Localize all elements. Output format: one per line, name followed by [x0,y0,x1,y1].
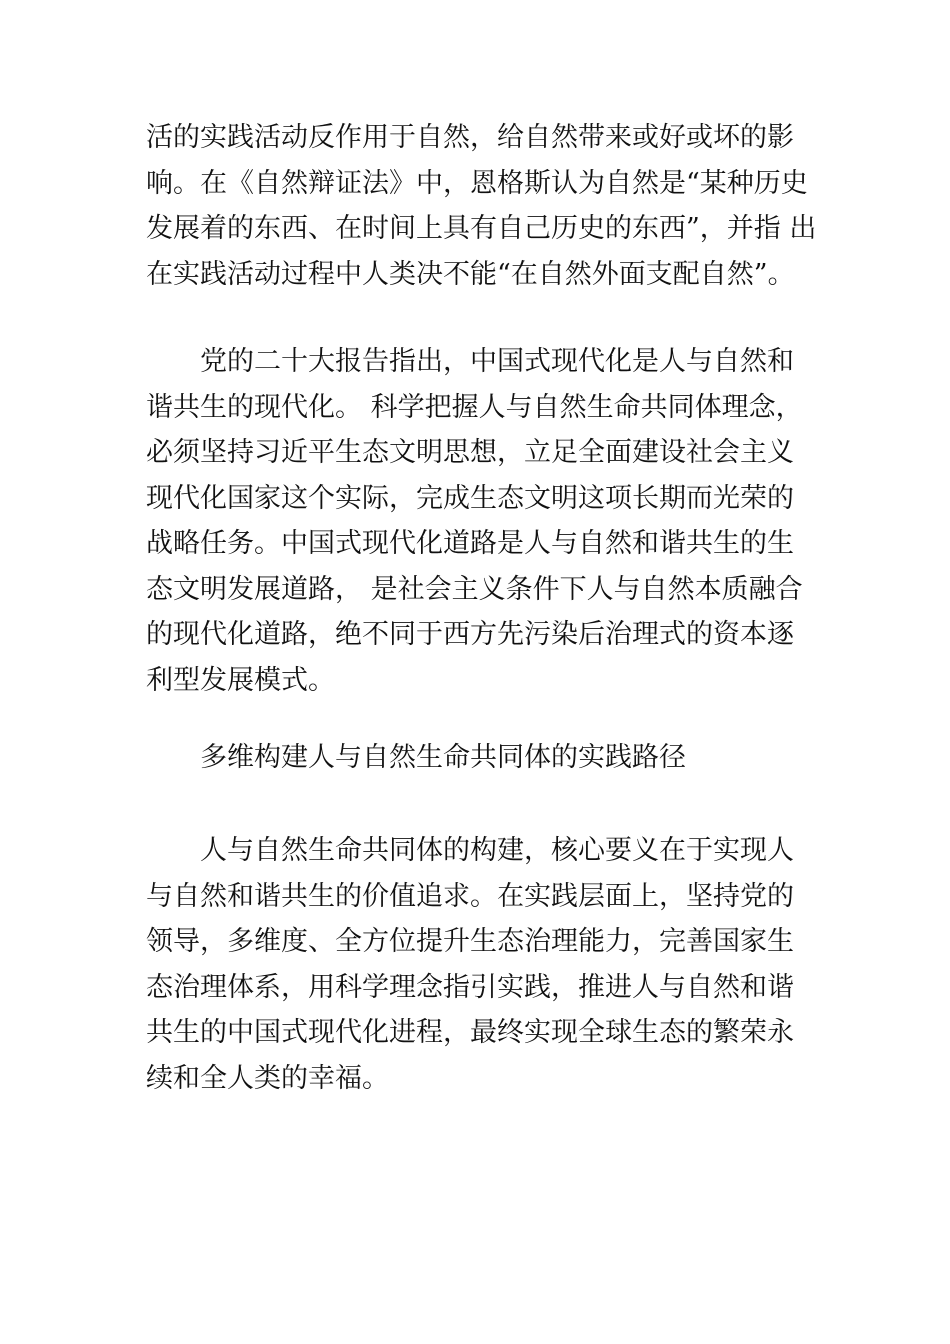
text-line: 谐共生的现代化。 科学把握人与自然生命共同体理念， [146,391,803,423]
heading-text: 多维构建人与自然生命共同体的实践路径 [200,742,686,773]
text-line: 与自然和谐共生的价值追求。在实践层面上，坚持党的 [146,880,794,912]
text-line: 利型发展模式。 [146,664,335,696]
text-line: 活的实践活动反作用于自然，给自然带来或好或坏的影 [146,122,794,153]
text-line: 续和全人类的幸福。 [146,1062,389,1094]
text-line: 人与自然生命共同体的构建，核心要义在于实现人 [200,835,794,866]
text-line: 发展着的东西、在时间上具有自己历史的东西”，并指 出 [146,213,817,244]
text-line: 响。在《自然辩证法》中，恩格斯认为自然是“某种历史 [146,167,808,199]
text-line: 党的二十大报告指出，中国式现代化是人与自然和 [200,346,794,377]
text-line: 态治理体系，用科学理念指引实践，推进人与自然和谐 [146,971,794,1003]
text-line: 必须坚持习近平生态文明思想，立足全面建设社会主义 [146,437,794,468]
paragraph-report [146,339,846,703]
paragraph-practice [146,828,846,1101]
text-line: 态文明发展道路， 是社会主义条件下人与自然本质融合 [146,573,803,605]
text-line: 共生的中国式现代化进程，最终实现全球生态的繁荣永 [146,1017,794,1048]
text-line: 的现代化道路，绝不同于西方先污染后治理式的资本逐 [146,619,794,650]
text-line: 领导，多维度、全方位提升生态治理能力，完善国家生 [146,926,794,957]
text-line: 在实践活动过程中人类决不能“在自然外面支配自然”。 [146,258,795,290]
section-heading [146,735,846,781]
text-line: 现代化国家这个实际，完成生态文明这项长期而光荣的 [146,482,794,514]
text-line: 战略任务。中国式现代化道路是人与自然和谐共生的生 [146,528,794,559]
paragraph-intro-continuation [146,115,846,297]
